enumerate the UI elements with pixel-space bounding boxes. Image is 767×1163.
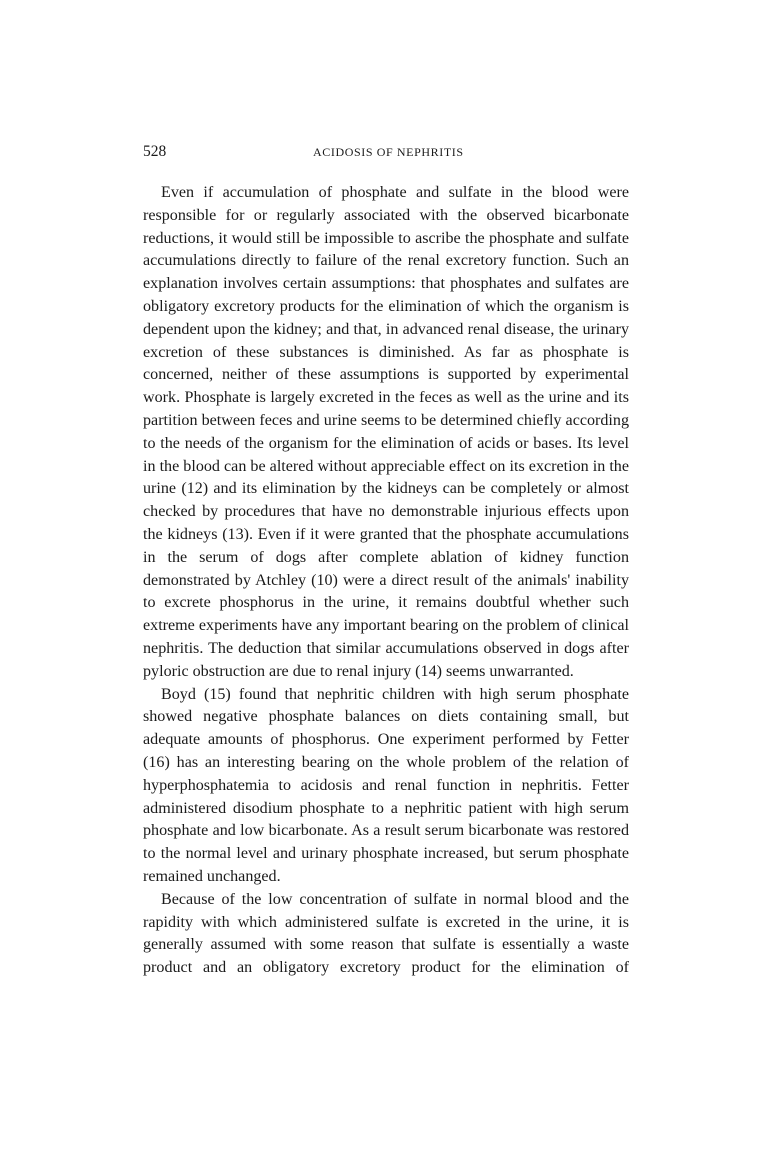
running-title: ACIDOSIS OF NEPHRITIS xyxy=(313,145,464,159)
paragraph-boyd-fetter-experiments: Boyd (15) found that nephritic children with high serum phosphate showed negative phosphate balances on diets containing small, but adequate amounts of phosphorus. One experiment performed by Fetter (16) has an interesting bearing on the whole problem of the relation of hyperphosphatemia to acidosis and renal function in nephritis. Fetter administered disodium phosphate to a nephritic patient with high serum phosphate and low bicarbonate. As a result serum bicarbonate was restored to the normal level and urinary phosphate increased, but serum phosphate remained unchanged. xyxy=(143,685,629,885)
running-head xyxy=(143,143,629,163)
paragraph-phosphate-sulfate-assumptions: Even if accumulation of phosphate and sulfate in the blood were responsible for or regularly associated with the observed bicarbonate reductions, it would still be impossible to ascribe the phosphate and sulfate accumulations directly to failure of the renal excretory function. Such an explanation involves certain assumptions: that phosphates and sulfates are obligatory excretory products for the elimination of which the organism is dependent upon the kidney; and that, in advanced renal disease, the urinary excretion of these substances is diminished. As far as phosphate is concerned, neither of these assumptions is supported by experimental work. Phosphate is largely excreted in the feces as well as the urine and its partition between feces and urine seems to be determined chiefly according to the needs of the organism for the elimination of acids or bases. Its level in the blood can be altered without appreciable effect on its excretion in the urine (12) and its elimination by the kidneys can be completely or almost checked by procedures that have no demonstrable injurious effects upon the kidneys (13). Even if it were granted that the phosphate accumulations in the serum of dogs after complete ablation of kidney function demonstrated by Atchley (10) were a direct result of the animals' inability to excrete phosphorus in the urine, it remains doubtful whether such extreme experiments have any important bearing on the problem of clinical nephritis. The deduction that similar accumulations observed in dogs after pyloric obstruction are due to renal injury (14) seems unwarranted. xyxy=(143,184,629,680)
body-text xyxy=(143,182,629,980)
page-number: 528 xyxy=(143,143,167,160)
paragraph-sulfate-excretion: Because of the low concentration of sulfate in normal blood and the rapidity with which administered sulfate is excreted in the urine, it is generally assumed with some reason that sulfate is essentially a waste product and an obligatory excretory product for the elimination of xyxy=(143,890,629,977)
